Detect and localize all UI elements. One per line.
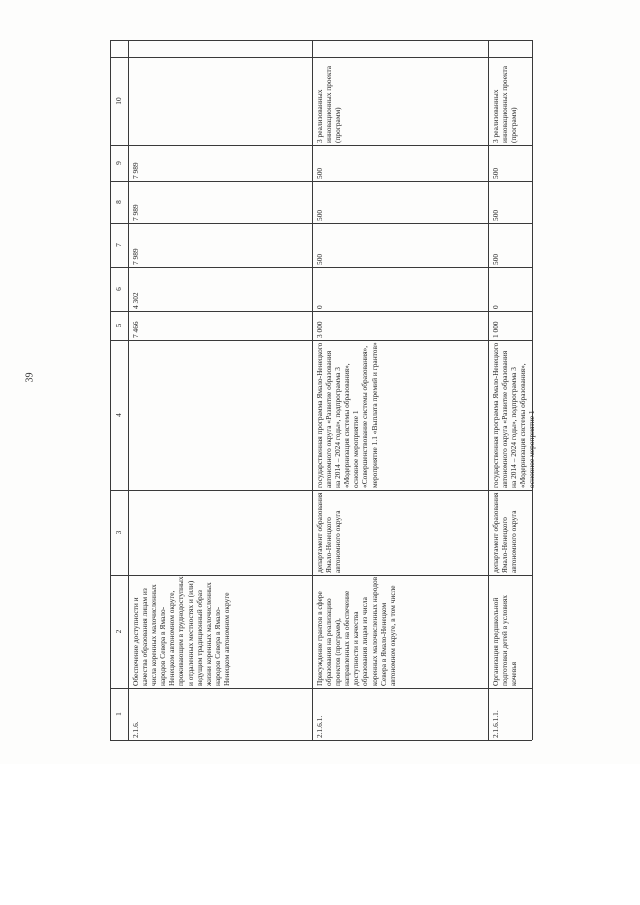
page-margin [0,764,640,905]
row-value-col7: 500 [315,253,324,265]
row-name: Обеспечение доступности и качества образования лицам из числа коренных малочисленных народов Севера в Ямало-Ненецком автономном округе, проживающим в труднодоступных и отдаленных местностях и (или) ведущим традиционный образ жизни коренных малочисленных народов Севера в Ямало-Ненецком автономном округе [131,574,231,686]
row-value-col5: 3 000 [315,321,324,338]
row-executor: департамент образования Ямало-Ненецкого автономного округа [315,490,343,573]
row-value-col7: 7 989 [131,248,140,265]
row-value-col6: 0 [491,305,500,309]
page-number: 39 [24,372,36,383]
table-line [110,57,532,58]
row-value-col6: 4 302 [131,292,140,309]
row-id: 2.1.6.1.1. [491,710,500,738]
header-col-2: 2 [114,629,123,634]
table-line [312,40,313,740]
table-border-left [110,40,111,740]
table-line [488,40,489,740]
header-col-1: 1 [114,712,123,716]
header-col-3: 3 [114,530,123,535]
header-col-8: 8 [114,200,123,204]
row-value-col5: 1 000 [491,321,500,338]
header-col-7: 7 [114,243,123,247]
header-col-5: 5 [114,323,123,328]
row-value-col8: 500 [315,209,324,221]
header-col-4: 4 [114,413,123,417]
table-border-top [110,40,532,41]
row-id: 2.1.6.1. [315,715,324,738]
table-border-bottom [110,740,532,741]
header-col-9: 9 [114,161,123,165]
row-value-col6: 0 [315,305,324,309]
row-value-col9: 7 989 [131,162,140,179]
row-value-col9: 500 [491,167,500,179]
row-value-col8: 7 989 [131,204,140,221]
table-border-right [532,40,533,740]
row-program-source: государственная программа Ямало-Ненецкого автономного округа «Развитие образования на 2014 – 2024 годы», подпрограмма 3 «Модернизация системы образования», основное мероприятие 1 [491,340,537,488]
row-value-col5: 7 466 [131,321,140,338]
row-executor: департамент образования Ямало-Ненецкого автономного округа [491,490,519,573]
row-value-col9: 500 [315,167,324,179]
row-id: 2.1.6. [131,721,140,738]
row-result: 3 реализованных инновационных проекта (программ) [491,64,519,143]
table-line [128,40,129,740]
row-program-source: государственная программа Ямало-Ненецкого автономного округа «Развитие образования на 2014 – 2024 годы», подпрограмма 3 «Модернизация системы образования», основное мероприятие 1 «Совершенствование системы образования», мероприятие 1.1 «Выплата премий и грантов» [315,340,379,488]
row-name: Организация предшкольной подготовки детей в условиях кочевья [491,593,519,686]
header-col-10: 10 [114,97,123,105]
row-result: 3 реализованных инновационных проекта (программ) [315,64,343,143]
row-value-col8: 500 [491,209,500,221]
row-value-col7: 500 [491,253,500,265]
header-col-6: 6 [114,287,123,291]
row-name: Присуждение грантов в сфере образования на реализацию проектов (программ), направленных на обеспечение доступности и качества образования лицам из числа коренных малочисленных народов Севера в Ямало-Ненецком автономном округе, в том числе [315,574,397,686]
